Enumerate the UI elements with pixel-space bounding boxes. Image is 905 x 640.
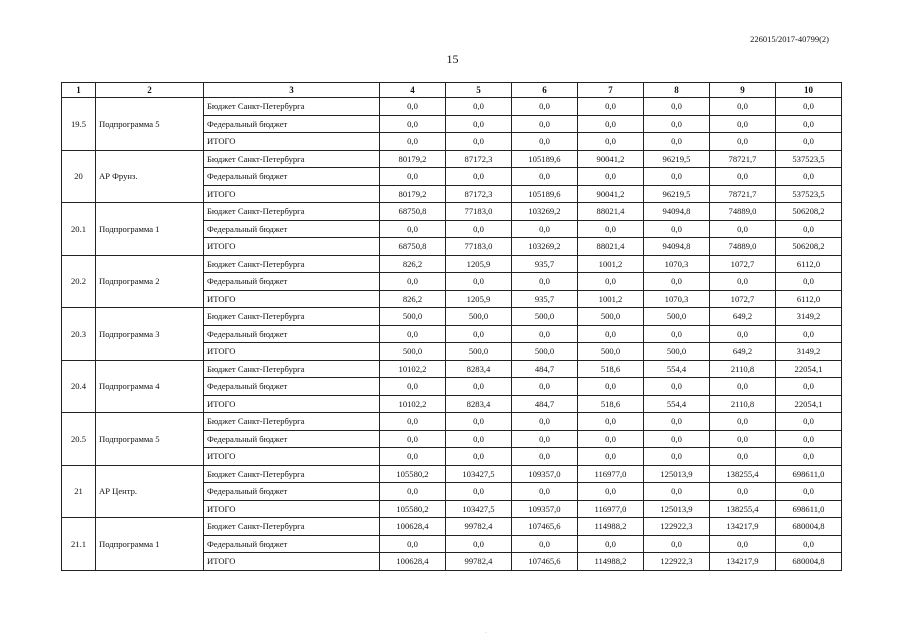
value-cell: 0,0 <box>446 483 512 501</box>
value-cell: 2110,8 <box>710 395 776 413</box>
value-cell: 0,0 <box>644 273 710 291</box>
value-cell: 0,0 <box>710 115 776 133</box>
value-cell: 0,0 <box>446 115 512 133</box>
value-cell: 0,0 <box>644 325 710 343</box>
value-cell: 122922,3 <box>644 518 710 536</box>
program-code-cell: 20.4 <box>62 360 96 413</box>
program-name-cell: Подпрограмма 3 <box>96 308 204 361</box>
value-cell: 554,4 <box>644 360 710 378</box>
funding-source-cell: Федеральный бюджет <box>204 378 380 396</box>
value-cell: 8283,4 <box>446 360 512 378</box>
value-cell: 78721,7 <box>710 185 776 203</box>
value-cell: 122922,3 <box>644 553 710 571</box>
value-cell: 87172,3 <box>446 185 512 203</box>
table-row <box>62 98 842 116</box>
value-cell: 99782,4 <box>446 518 512 536</box>
funding-source-cell: Федеральный бюджет <box>204 430 380 448</box>
value-cell: 0,0 <box>776 448 842 466</box>
value-cell: 94094,8 <box>644 203 710 221</box>
value-cell: 6112,0 <box>776 290 842 308</box>
value-cell: 0,0 <box>644 535 710 553</box>
funding-source-cell: Федеральный бюджет <box>204 483 380 501</box>
value-cell: 500,0 <box>380 343 446 361</box>
program-name-cell: Подпрограмма 5 <box>96 98 204 151</box>
scan-mark: · <box>485 630 487 636</box>
budget-table <box>61 82 842 571</box>
value-cell: 649,2 <box>710 308 776 326</box>
value-cell: 0,0 <box>446 413 512 431</box>
value-cell: 0,0 <box>446 378 512 396</box>
value-cell: 537523,5 <box>776 150 842 168</box>
value-cell: 0,0 <box>644 413 710 431</box>
value-cell: 0,0 <box>776 535 842 553</box>
value-cell: 0,0 <box>512 273 578 291</box>
value-cell: 103427,5 <box>446 500 512 518</box>
value-cell: 500,0 <box>446 308 512 326</box>
value-cell: 698611,0 <box>776 465 842 483</box>
table-header-row <box>62 83 842 98</box>
table-row <box>62 308 842 326</box>
value-cell: 500,0 <box>512 308 578 326</box>
value-cell: 0,0 <box>644 168 710 186</box>
value-cell: 10102,2 <box>380 360 446 378</box>
value-cell: 114988,2 <box>578 553 644 571</box>
value-cell: 1205,9 <box>446 290 512 308</box>
value-cell: 0,0 <box>578 98 644 116</box>
value-cell: 0,0 <box>380 535 446 553</box>
column-header: 10 <box>776 83 842 98</box>
value-cell: 0,0 <box>446 98 512 116</box>
value-cell: 0,0 <box>578 325 644 343</box>
value-cell: 138255,4 <box>710 465 776 483</box>
value-cell: 0,0 <box>578 483 644 501</box>
value-cell: 0,0 <box>512 430 578 448</box>
value-cell: 0,0 <box>710 483 776 501</box>
value-cell: 0,0 <box>512 535 578 553</box>
value-cell: 0,0 <box>512 448 578 466</box>
value-cell: 90041,2 <box>578 185 644 203</box>
value-cell: 0,0 <box>578 273 644 291</box>
value-cell: 0,0 <box>644 98 710 116</box>
funding-source-cell: Бюджет Санкт-Петербурга <box>204 308 380 326</box>
table-body <box>62 98 842 571</box>
value-cell: 96219,5 <box>644 150 710 168</box>
value-cell: 0,0 <box>776 98 842 116</box>
value-cell: 506208,2 <box>776 203 842 221</box>
value-cell: 0,0 <box>578 430 644 448</box>
value-cell: 74889,0 <box>710 238 776 256</box>
value-cell: 0,0 <box>644 430 710 448</box>
value-cell: 0,0 <box>380 168 446 186</box>
value-cell: 826,2 <box>380 290 446 308</box>
column-header: 9 <box>710 83 776 98</box>
value-cell: 0,0 <box>446 168 512 186</box>
value-cell: 80179,2 <box>380 150 446 168</box>
value-cell: 0,0 <box>776 220 842 238</box>
value-cell: 0,0 <box>380 448 446 466</box>
value-cell: 134217,9 <box>710 553 776 571</box>
value-cell: 103427,5 <box>446 465 512 483</box>
program-code-cell: 20.3 <box>62 308 96 361</box>
funding-source-cell: Бюджет Санкт-Петербурга <box>204 360 380 378</box>
value-cell: 0,0 <box>446 535 512 553</box>
value-cell: 125013,9 <box>644 465 710 483</box>
funding-source-cell: ИТОГО <box>204 448 380 466</box>
value-cell: 105189,6 <box>512 150 578 168</box>
funding-source-cell: ИТОГО <box>204 290 380 308</box>
value-cell: 649,2 <box>710 343 776 361</box>
value-cell: 0,0 <box>710 273 776 291</box>
program-code-cell: 20.1 <box>62 203 96 256</box>
value-cell: 0,0 <box>710 133 776 151</box>
page-number: 15 <box>446 52 459 66</box>
value-cell: 680004,8 <box>776 553 842 571</box>
funding-source-cell: ИТОГО <box>204 500 380 518</box>
value-cell: 0,0 <box>380 98 446 116</box>
funding-source-cell: Бюджет Санкт-Петербурга <box>204 255 380 273</box>
value-cell: 500,0 <box>644 343 710 361</box>
value-cell: 0,0 <box>710 325 776 343</box>
funding-source-cell: Бюджет Санкт-Петербурга <box>204 150 380 168</box>
value-cell: 935,7 <box>512 255 578 273</box>
value-cell: 10102,2 <box>380 395 446 413</box>
funding-source-cell: Бюджет Санкт-Петербурга <box>204 465 380 483</box>
funding-source-cell: Бюджет Санкт-Петербурга <box>204 203 380 221</box>
value-cell: 500,0 <box>578 343 644 361</box>
value-cell: 80179,2 <box>380 185 446 203</box>
value-cell: 0,0 <box>512 98 578 116</box>
value-cell: 0,0 <box>644 378 710 396</box>
value-cell: 0,0 <box>380 378 446 396</box>
program-code-cell: 19.5 <box>62 98 96 151</box>
value-cell: 0,0 <box>512 168 578 186</box>
value-cell: 0,0 <box>776 378 842 396</box>
program-name-cell: Подпрограмма 5 <box>96 413 204 466</box>
value-cell: 518,6 <box>578 395 644 413</box>
value-cell: 0,0 <box>446 430 512 448</box>
program-name-cell: АР Фрунз. <box>96 150 204 203</box>
value-cell: 0,0 <box>776 133 842 151</box>
column-header: 3 <box>204 83 380 98</box>
value-cell: 88021,4 <box>578 203 644 221</box>
value-cell: 698611,0 <box>776 500 842 518</box>
value-cell: 116977,0 <box>578 500 644 518</box>
value-cell: 0,0 <box>644 483 710 501</box>
value-cell: 88021,4 <box>578 238 644 256</box>
funding-source-cell: Федеральный бюджет <box>204 535 380 553</box>
program-name-cell: Подпрограмма 1 <box>96 203 204 256</box>
value-cell: 77183,0 <box>446 238 512 256</box>
funding-source-cell: ИТОГО <box>204 553 380 571</box>
column-header: 1 <box>62 83 96 98</box>
value-cell: 0,0 <box>380 115 446 133</box>
value-cell: 0,0 <box>446 133 512 151</box>
value-cell: 68750,8 <box>380 203 446 221</box>
value-cell: 0,0 <box>710 220 776 238</box>
value-cell: 0,0 <box>710 430 776 448</box>
value-cell: 103269,2 <box>512 203 578 221</box>
value-cell: 500,0 <box>578 308 644 326</box>
program-name-cell: АР Центр. <box>96 465 204 518</box>
table-row <box>62 518 842 536</box>
value-cell: 500,0 <box>380 308 446 326</box>
value-cell: 99782,4 <box>446 553 512 571</box>
funding-source-cell: ИТОГО <box>204 395 380 413</box>
value-cell: 0,0 <box>644 133 710 151</box>
funding-source-cell: Федеральный бюджет <box>204 273 380 291</box>
value-cell: 0,0 <box>710 378 776 396</box>
table-row <box>62 203 842 221</box>
value-cell: 134217,9 <box>710 518 776 536</box>
value-cell: 0,0 <box>644 115 710 133</box>
value-cell: 0,0 <box>578 378 644 396</box>
program-code-cell: 21 <box>62 465 96 518</box>
value-cell: 0,0 <box>710 448 776 466</box>
value-cell: 87172,3 <box>446 150 512 168</box>
value-cell: 0,0 <box>776 273 842 291</box>
value-cell: 0,0 <box>644 448 710 466</box>
value-cell: 0,0 <box>380 273 446 291</box>
value-cell: 0,0 <box>578 168 644 186</box>
value-cell: 0,0 <box>578 448 644 466</box>
funding-source-cell: Федеральный бюджет <box>204 115 380 133</box>
value-cell: 90041,2 <box>578 150 644 168</box>
value-cell: 1070,3 <box>644 255 710 273</box>
value-cell: 0,0 <box>776 413 842 431</box>
value-cell: 0,0 <box>380 430 446 448</box>
program-name-cell: Подпрограмма 1 <box>96 518 204 571</box>
value-cell: 935,7 <box>512 290 578 308</box>
funding-source-cell: Бюджет Санкт-Петербурга <box>204 98 380 116</box>
value-cell: 0,0 <box>446 448 512 466</box>
value-cell: 0,0 <box>578 115 644 133</box>
program-code-cell: 20.2 <box>62 255 96 308</box>
value-cell: 0,0 <box>380 220 446 238</box>
value-cell: 0,0 <box>776 430 842 448</box>
value-cell: 105580,2 <box>380 500 446 518</box>
value-cell: 3149,2 <box>776 308 842 326</box>
value-cell: 0,0 <box>578 413 644 431</box>
value-cell: 8283,4 <box>446 395 512 413</box>
value-cell: 500,0 <box>512 343 578 361</box>
value-cell: 0,0 <box>446 220 512 238</box>
value-cell: 1205,9 <box>446 255 512 273</box>
program-code-cell: 21.1 <box>62 518 96 571</box>
value-cell: 484,7 <box>512 395 578 413</box>
value-cell: 0,0 <box>776 115 842 133</box>
value-cell: 0,0 <box>512 115 578 133</box>
column-header: 6 <box>512 83 578 98</box>
value-cell: 0,0 <box>710 168 776 186</box>
value-cell: 680004,8 <box>776 518 842 536</box>
value-cell: 484,7 <box>512 360 578 378</box>
value-cell: 1001,2 <box>578 290 644 308</box>
value-cell: 78721,7 <box>710 150 776 168</box>
value-cell: 109357,0 <box>512 465 578 483</box>
program-code-cell: 20.5 <box>62 413 96 466</box>
value-cell: 0,0 <box>710 98 776 116</box>
document-id: 226015/2017-40799(2) <box>750 34 829 44</box>
value-cell: 77183,0 <box>446 203 512 221</box>
funding-source-cell: ИТОГО <box>204 133 380 151</box>
value-cell: 94094,8 <box>644 238 710 256</box>
value-cell: 826,2 <box>380 255 446 273</box>
funding-source-cell: ИТОГО <box>204 238 380 256</box>
value-cell: 518,6 <box>578 360 644 378</box>
value-cell: 3149,2 <box>776 343 842 361</box>
funding-source-cell: ИТОГО <box>204 185 380 203</box>
value-cell: 500,0 <box>446 343 512 361</box>
table-row <box>62 360 842 378</box>
value-cell: 0,0 <box>578 220 644 238</box>
value-cell: 125013,9 <box>644 500 710 518</box>
value-cell: 109357,0 <box>512 500 578 518</box>
value-cell: 114988,2 <box>578 518 644 536</box>
value-cell: 0,0 <box>512 483 578 501</box>
column-header: 2 <box>96 83 204 98</box>
value-cell: 0,0 <box>512 220 578 238</box>
value-cell: 107465,6 <box>512 553 578 571</box>
value-cell: 1001,2 <box>578 255 644 273</box>
value-cell: 0,0 <box>776 325 842 343</box>
value-cell: 1070,3 <box>644 290 710 308</box>
value-cell: 96219,5 <box>644 185 710 203</box>
value-cell: 0,0 <box>776 483 842 501</box>
funding-source-cell: Федеральный бюджет <box>204 168 380 186</box>
value-cell: 0,0 <box>446 325 512 343</box>
value-cell: 0,0 <box>578 535 644 553</box>
funding-source-cell: ИТОГО <box>204 343 380 361</box>
program-name-cell: Подпрограмма 4 <box>96 360 204 413</box>
value-cell: 105189,6 <box>512 185 578 203</box>
funding-source-cell: Бюджет Санкт-Петербурга <box>204 518 380 536</box>
column-header: 8 <box>644 83 710 98</box>
value-cell: 22054,1 <box>776 395 842 413</box>
table-row <box>62 150 842 168</box>
value-cell: 1072,7 <box>710 290 776 308</box>
value-cell: 103269,2 <box>512 238 578 256</box>
table-row <box>62 255 842 273</box>
value-cell: 0,0 <box>512 413 578 431</box>
value-cell: 0,0 <box>710 535 776 553</box>
value-cell: 0,0 <box>380 325 446 343</box>
value-cell: 138255,4 <box>710 500 776 518</box>
value-cell: 0,0 <box>380 413 446 431</box>
value-cell: 2110,8 <box>710 360 776 378</box>
value-cell: 0,0 <box>446 273 512 291</box>
column-header: 5 <box>446 83 512 98</box>
value-cell: 0,0 <box>776 168 842 186</box>
table-row <box>62 465 842 483</box>
value-cell: 6112,0 <box>776 255 842 273</box>
value-cell: 0,0 <box>512 133 578 151</box>
value-cell: 537523,5 <box>776 185 842 203</box>
value-cell: 0,0 <box>380 483 446 501</box>
value-cell: 74889,0 <box>710 203 776 221</box>
funding-source-cell: Бюджет Санкт-Петербурга <box>204 413 380 431</box>
value-cell: 554,4 <box>644 395 710 413</box>
table-row <box>62 413 842 431</box>
value-cell: 22054,1 <box>776 360 842 378</box>
value-cell: 1072,7 <box>710 255 776 273</box>
value-cell: 100628,4 <box>380 553 446 571</box>
value-cell: 500,0 <box>644 308 710 326</box>
value-cell: 0,0 <box>380 133 446 151</box>
column-header: 7 <box>578 83 644 98</box>
funding-source-cell: Федеральный бюджет <box>204 325 380 343</box>
program-code-cell: 20 <box>62 150 96 203</box>
column-header: 4 <box>380 83 446 98</box>
funding-source-cell: Федеральный бюджет <box>204 220 380 238</box>
program-name-cell: Подпрограмма 2 <box>96 255 204 308</box>
value-cell: 0,0 <box>512 325 578 343</box>
value-cell: 100628,4 <box>380 518 446 536</box>
value-cell: 105580,2 <box>380 465 446 483</box>
value-cell: 0,0 <box>710 413 776 431</box>
value-cell: 116977,0 <box>578 465 644 483</box>
value-cell: 68750,8 <box>380 238 446 256</box>
value-cell: 0,0 <box>578 133 644 151</box>
value-cell: 0,0 <box>512 378 578 396</box>
value-cell: 0,0 <box>644 220 710 238</box>
value-cell: 107465,6 <box>512 518 578 536</box>
value-cell: 506208,2 <box>776 238 842 256</box>
